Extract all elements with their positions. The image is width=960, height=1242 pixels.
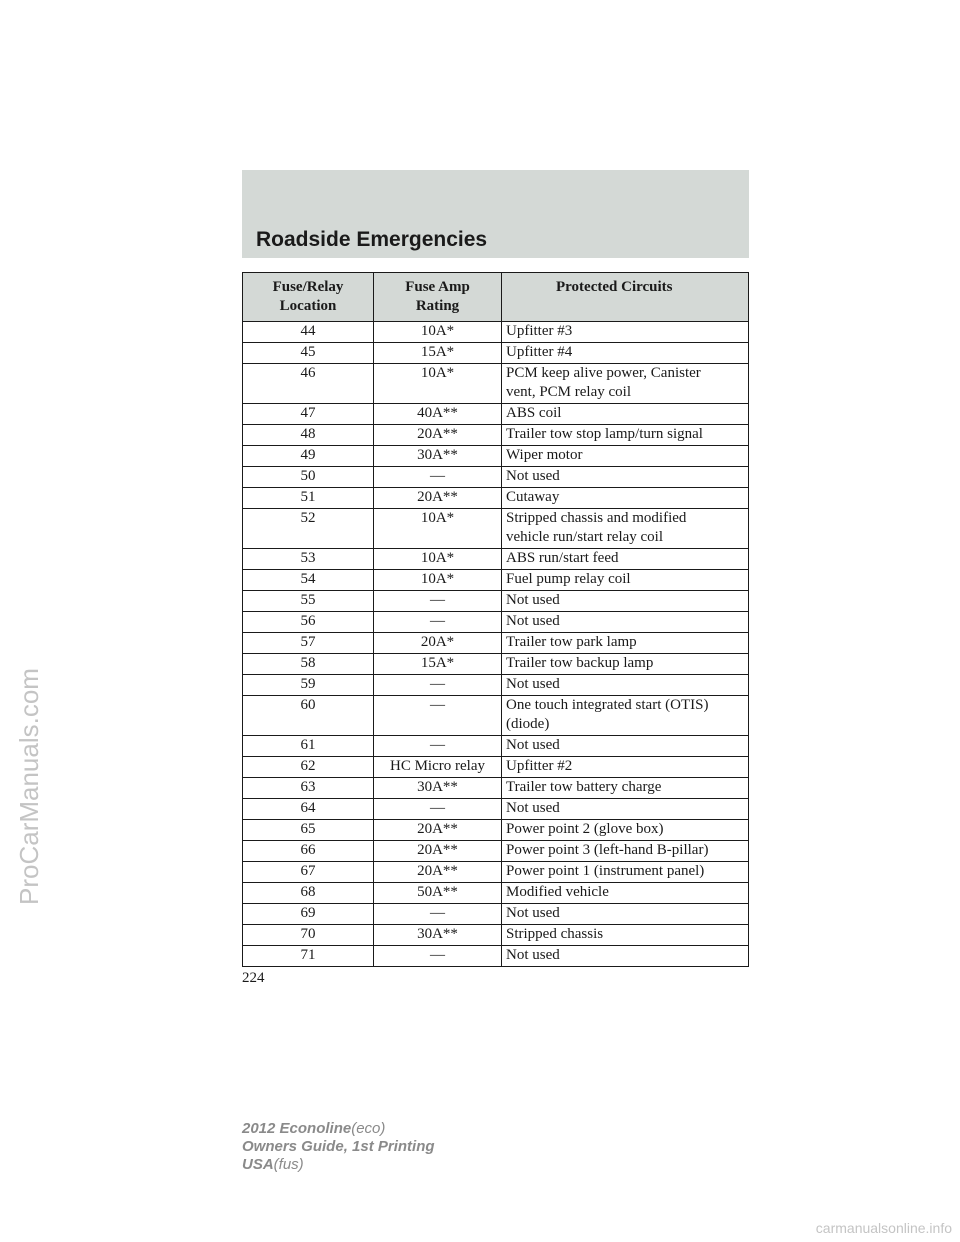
cell-amp-rating: 10A* [374, 322, 502, 343]
cell-location: 69 [243, 904, 374, 925]
cell-location: 45 [243, 343, 374, 364]
header-amp-rating: Fuse Amp Rating [374, 273, 502, 322]
circuit-line: Trailer tow battery charge [506, 779, 662, 795]
cell-protected-circuits [502, 654, 749, 675]
cell-amp-rating: 10A* [374, 570, 502, 591]
cell-amp-rating: 20A* [374, 633, 502, 654]
footer-line-2: Owners Guide, 1st Printing [242, 1138, 435, 1155]
cell-location: 53 [243, 549, 374, 570]
cell-protected-circuits [502, 509, 749, 549]
cell-location: 58 [243, 654, 374, 675]
circuit-line: Not used [506, 737, 560, 753]
cell-protected-circuits [502, 946, 749, 967]
footer-line-3: USA(fus) [242, 1156, 304, 1173]
cell-amp-rating: 15A* [374, 654, 502, 675]
cell-amp-rating: 20A** [374, 425, 502, 446]
circuit-line: Not used [506, 947, 560, 963]
table-row [243, 736, 749, 757]
circuit-line: Fuel pump relay coil [506, 571, 631, 587]
cell-amp-rating: — [374, 696, 502, 736]
cell-protected-circuits [502, 799, 749, 820]
table-row [243, 675, 749, 696]
cell-protected-circuits [502, 883, 749, 904]
table-row [243, 946, 749, 967]
table-row [243, 820, 749, 841]
circuit-line: Modified vehicle [506, 884, 609, 900]
circuit-line: Cutaway [506, 489, 560, 505]
cell-location: 52 [243, 509, 374, 549]
table-row [243, 343, 749, 364]
table-row [243, 654, 749, 675]
table-row [243, 509, 749, 549]
circuit-line: Upfitter #4 [506, 344, 573, 360]
cell-location: 49 [243, 446, 374, 467]
cell-location: 68 [243, 883, 374, 904]
cell-amp-rating: 15A* [374, 343, 502, 364]
cell-amp-rating: — [374, 612, 502, 633]
table-row [243, 612, 749, 633]
table-row [243, 364, 749, 404]
table-row [243, 633, 749, 654]
watermark-side: ProCarManuals.com [14, 668, 44, 905]
table-row [243, 904, 749, 925]
cell-protected-circuits [502, 633, 749, 654]
circuit-line: ABS run/start feed [506, 550, 619, 566]
table-row [243, 862, 749, 883]
cell-location: 66 [243, 841, 374, 862]
table-row [243, 883, 749, 904]
cell-protected-circuits [502, 925, 749, 946]
cell-amp-rating: 10A* [374, 549, 502, 570]
cell-protected-circuits [502, 612, 749, 633]
cell-location: 57 [243, 633, 374, 654]
table-row [243, 446, 749, 467]
circuit-line: Power point 1 (instrument panel) [506, 863, 705, 879]
cell-protected-circuits [502, 696, 749, 736]
watermark-bottom: carmanualsonline.info [815, 1220, 952, 1236]
cell-protected-circuits [502, 364, 749, 404]
circuit-line: PCM keep alive power, Canister [506, 365, 701, 381]
cell-amp-rating: 30A** [374, 925, 502, 946]
cell-location: 55 [243, 591, 374, 612]
cell-amp-rating: 30A** [374, 778, 502, 799]
cell-amp-rating: 20A** [374, 488, 502, 509]
table-row [243, 488, 749, 509]
table-header-row [243, 273, 749, 322]
cell-amp-rating: — [374, 675, 502, 696]
cell-protected-circuits [502, 404, 749, 425]
cell-protected-circuits [502, 488, 749, 509]
cell-location: 62 [243, 757, 374, 778]
section-title: Roadside Emergencies [256, 228, 488, 251]
cell-protected-circuits [502, 549, 749, 570]
cell-protected-circuits [502, 446, 749, 467]
circuit-line: Not used [506, 676, 560, 692]
circuit-line: Not used [506, 592, 560, 608]
page-number: 224 [242, 970, 265, 986]
cell-protected-circuits [502, 425, 749, 446]
cell-amp-rating: 20A** [374, 862, 502, 883]
table-row [243, 425, 749, 446]
cell-protected-circuits [502, 467, 749, 488]
cell-protected-circuits [502, 862, 749, 883]
cell-protected-circuits [502, 841, 749, 862]
cell-protected-circuits [502, 570, 749, 591]
cell-protected-circuits [502, 904, 749, 925]
cell-location: 54 [243, 570, 374, 591]
header-location: Fuse/Relay Location [243, 273, 374, 322]
circuit-line: Not used [506, 905, 560, 921]
cell-protected-circuits [502, 322, 749, 343]
cell-location: 65 [243, 820, 374, 841]
cell-location: 46 [243, 364, 374, 404]
circuit-line: One touch integrated start (OTIS) [506, 697, 709, 713]
table-row [243, 404, 749, 425]
circuit-line: Power point 3 (left-hand B-pillar) [506, 842, 709, 858]
circuit-line: Wiper motor [506, 447, 583, 463]
cell-location: 48 [243, 425, 374, 446]
cell-location: 64 [243, 799, 374, 820]
circuit-line: Upfitter #3 [506, 323, 573, 339]
cell-location: 67 [243, 862, 374, 883]
circuit-line: ABS coil [506, 405, 562, 421]
circuit-line: vent, PCM relay coil [506, 384, 631, 400]
cell-protected-circuits [502, 343, 749, 364]
table-row [243, 591, 749, 612]
circuit-line: Trailer tow stop lamp/turn signal [506, 426, 703, 442]
cell-protected-circuits [502, 736, 749, 757]
cell-location: 70 [243, 925, 374, 946]
table-row [243, 696, 749, 736]
cell-amp-rating: — [374, 799, 502, 820]
header-protected-circuits: Protected Circuits [502, 273, 749, 322]
cell-location: 61 [243, 736, 374, 757]
cell-amp-rating: HC Micro relay [374, 757, 502, 778]
circuit-line: vehicle run/start relay coil [506, 529, 664, 545]
circuit-line: Stripped chassis and modified [506, 510, 687, 526]
fuse-table-body [243, 322, 749, 967]
table-row [243, 322, 749, 343]
circuit-line: Upfitter #2 [506, 758, 573, 774]
cell-protected-circuits [502, 757, 749, 778]
cell-location: 59 [243, 675, 374, 696]
footer [242, 1120, 435, 1174]
cell-location: 51 [243, 488, 374, 509]
table-row [243, 757, 749, 778]
cell-protected-circuits [502, 778, 749, 799]
cell-amp-rating: 50A** [374, 883, 502, 904]
fuse-table [242, 272, 749, 967]
circuit-line: Not used [506, 613, 560, 629]
cell-amp-rating: 10A* [374, 509, 502, 549]
circuit-line: Trailer tow backup lamp [506, 655, 654, 671]
cell-location: 60 [243, 696, 374, 736]
cell-amp-rating: — [374, 467, 502, 488]
circuit-line: (diode) [506, 716, 550, 732]
table-row [243, 467, 749, 488]
circuit-line: Not used [506, 468, 560, 484]
table-row [243, 799, 749, 820]
cell-protected-circuits [502, 675, 749, 696]
table-row [243, 778, 749, 799]
circuit-line: Trailer tow park lamp [506, 634, 637, 650]
cell-amp-rating: 40A** [374, 404, 502, 425]
cell-amp-rating: — [374, 904, 502, 925]
cell-protected-circuits [502, 591, 749, 612]
table-row [243, 841, 749, 862]
cell-amp-rating: 20A** [374, 820, 502, 841]
cell-location: 44 [243, 322, 374, 343]
table-row [243, 549, 749, 570]
cell-location: 63 [243, 778, 374, 799]
cell-protected-circuits [502, 820, 749, 841]
table-row [243, 925, 749, 946]
circuit-line: Power point 2 (glove box) [506, 821, 664, 837]
cell-amp-rating: 30A** [374, 446, 502, 467]
cell-location: 71 [243, 946, 374, 967]
circuit-line: Not used [506, 800, 560, 816]
cell-amp-rating: — [374, 736, 502, 757]
cell-amp-rating: 10A* [374, 364, 502, 404]
table-row [243, 570, 749, 591]
footer-line-1: 2012 Econoline(eco) [242, 1120, 386, 1137]
cell-amp-rating: — [374, 946, 502, 967]
section-header [242, 170, 749, 258]
cell-location: 56 [243, 612, 374, 633]
circuit-line: Stripped chassis [506, 926, 604, 942]
cell-amp-rating: — [374, 591, 502, 612]
cell-location: 47 [243, 404, 374, 425]
cell-location: 50 [243, 467, 374, 488]
cell-amp-rating: 20A** [374, 841, 502, 862]
